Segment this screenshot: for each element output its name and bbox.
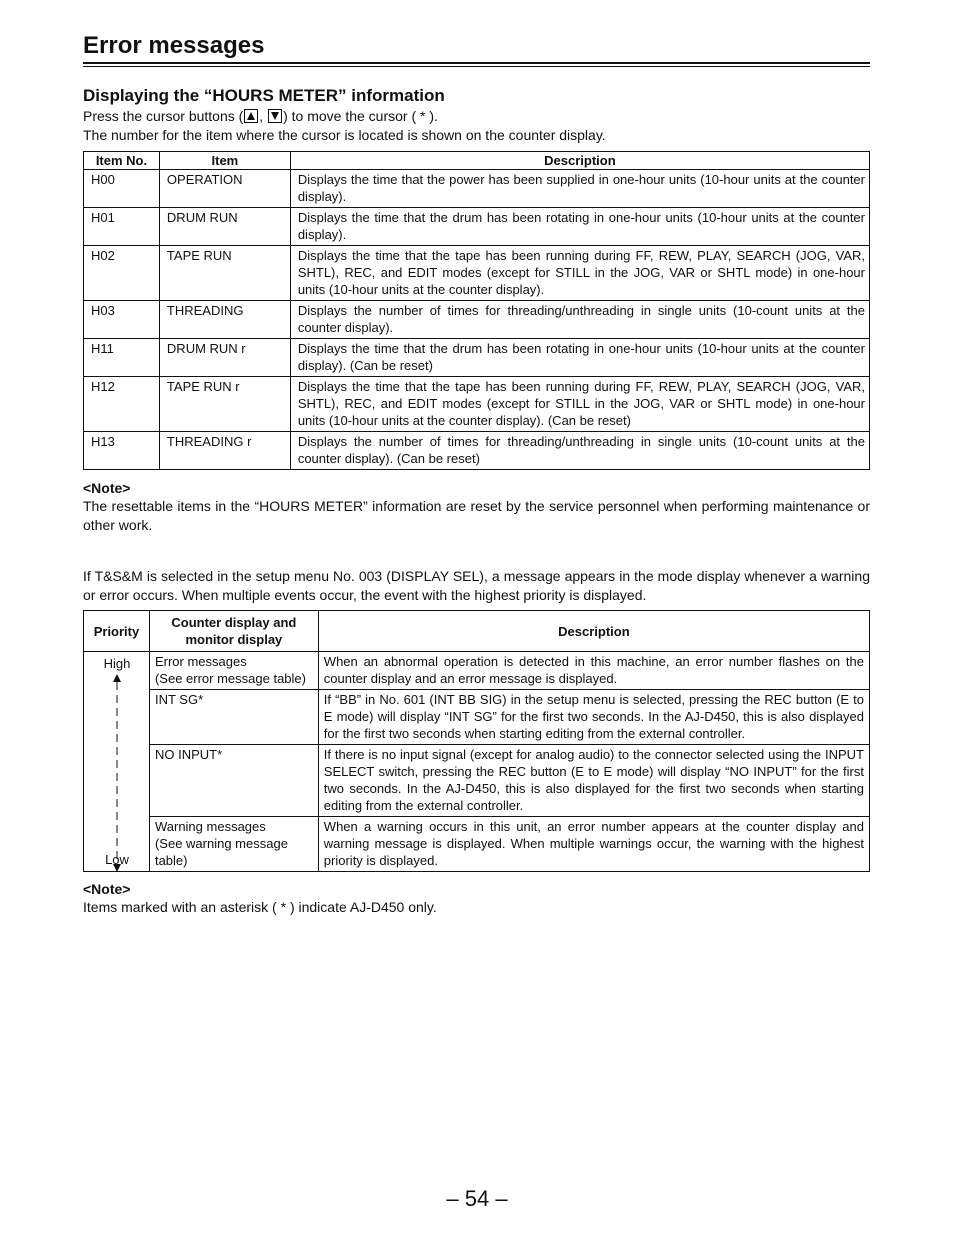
priority-arrow-icon — [84, 672, 150, 876]
item-no-cell: H01 — [84, 208, 160, 246]
item-cell: OPERATION — [159, 170, 290, 208]
title-rule-thick — [83, 62, 870, 64]
header-counter-line1: Counter display and — [171, 615, 297, 630]
hours-meter-intro-line1 — [83, 107, 870, 126]
display-line1: NO INPUT* — [154, 747, 223, 762]
hours-meter-header-row — [84, 152, 870, 170]
item-cell: DRUM RUN — [159, 208, 290, 246]
header-counter-line2: monitor display — [185, 632, 283, 647]
priority-high-label: High — [103, 656, 131, 671]
title-rule-thin — [83, 66, 870, 67]
display-line1: INT SG* — [154, 692, 204, 707]
intro-prefix: Press the cursor buttons ( — [83, 108, 244, 124]
description-cell: Displays the number of times for threading/unthreading in single units (10-count units at the counter display). — [290, 301, 869, 339]
description-cell: When an abnormal operation is detected in this machine, an error number flashes on the counter display and an error message is displayed. — [318, 652, 869, 690]
header-description: Description — [290, 152, 869, 170]
priority-note-text: Items marked with an asterisk ( * ) indicate AJ-D450 only. — [83, 899, 437, 915]
hours-meter-heading: Displaying the “HOURS METER” information — [83, 86, 445, 105]
item-cell: TAPE RUN — [159, 246, 290, 301]
down-triangle-icon — [268, 109, 282, 123]
description-cell: Displays the time that the power has been supplied in one-hour units (10-hour units at the counter display). — [290, 170, 869, 208]
item-no-cell: H02 — [84, 246, 160, 301]
display-line2: (See warning message table) — [154, 836, 288, 868]
table-row — [84, 432, 870, 470]
display-cell — [149, 652, 318, 690]
display-line1: Error messages — [154, 654, 247, 669]
priority-intro: If T&S&M is selected in the setup menu No. 003 (DISPLAY SEL), a message appears in the mode display whenever a warning or error occurs. When multiple events occur, the event with the highest priority is displayed. — [83, 568, 870, 603]
page-title: Error messages — [83, 32, 265, 59]
priority-low-label: Low — [105, 852, 129, 867]
up-triangle-icon — [244, 109, 258, 123]
hours-meter-note-text: The resettable items in the “HOURS METER” information are reset by the service personnel when performing maintenance or other work. — [83, 498, 870, 533]
display-line1: Warning messages — [154, 819, 266, 834]
priority-note-label: <Note> — [83, 881, 131, 897]
item-cell: THREADING r — [159, 432, 290, 470]
table-row — [84, 246, 870, 301]
description-cell: Displays the time that the drum has been rotating in one-hour units (10-hour units at the counter display). — [290, 208, 869, 246]
item-cell: TAPE RUN r — [159, 377, 290, 432]
item-cell: DRUM RUN r — [159, 339, 290, 377]
description-cell: If “BB” in No. 601 (INT BB SIG) in the setup menu is selected, pressing the REC button (E to E mode) will display “INT SG” for the first two seconds. In the AJ-D450, this is also displayed for the first two seconds when starting editing from the external controller. — [318, 690, 869, 745]
header-item: Item — [159, 152, 290, 170]
item-no-cell: H03 — [84, 301, 160, 339]
table-row — [84, 208, 870, 246]
table-row — [84, 339, 870, 377]
display-cell — [149, 690, 318, 745]
table-row — [84, 817, 870, 872]
description-cell: Displays the number of times for threading/unthreading in single units (10-count units at the counter display). (Can be reset) — [290, 432, 869, 470]
table-row — [84, 690, 870, 745]
table-row — [84, 652, 870, 690]
header-counter-display — [149, 611, 318, 652]
page-number: – 54 – — [446, 1186, 508, 1211]
header-item-no: Item No. — [84, 152, 160, 170]
item-no-cell: H13 — [84, 432, 160, 470]
description-cell: If there is no input signal (except for analog audio) to the connector selected using the INPUT SELECT switch, pressing the REC button (E to E mode) will display “NO INPUT” for the first two seconds. In the AJ-D450, this is also displayed for the first two seconds when starting editing from the external controller. — [318, 745, 869, 817]
priority-table — [83, 610, 870, 872]
item-no-cell: H00 — [84, 170, 160, 208]
description-cell: Displays the time that the tape has been running during FF, REW, PLAY, SEARCH (JOG, VAR, SHTL), REC, and EDIT modes (except for STILL in the JOG, VAR or SHTL mode) in one-hour units (10-hour units at the counter display). — [290, 246, 869, 301]
table-row — [84, 170, 870, 208]
description-cell: Displays the time that the drum has been rotating in one-hour units (10-hour units at the counter display). (Can be reset) — [290, 339, 869, 377]
hours-meter-intro-line2: The number for the item where the cursor is located is shown on the counter display. — [83, 127, 606, 143]
item-no-cell: H12 — [84, 377, 160, 432]
hours-meter-table — [83, 151, 870, 470]
intro-separator: , — [259, 108, 264, 124]
item-no-cell: H11 — [84, 339, 160, 377]
description-cell: Displays the time that the tape has been running during FF, REW, PLAY, SEARCH (JOG, VAR, SHTL), REC, and EDIT modes (except for STILL in the JOG, VAR or SHTL mode) in one-hour units (10-hour units at the counter display). (Can be reset) — [290, 377, 869, 432]
display-line2: (See error message table) — [154, 671, 306, 686]
description-cell: When a warning occurs in this unit, an error number appears at the counter display and warning message is displayed. When multiple warnings occur, the warning with the highest priority is displayed. — [318, 817, 869, 872]
header-priority: Priority — [84, 611, 150, 652]
item-cell: THREADING — [159, 301, 290, 339]
priority-header-row — [84, 611, 870, 652]
intro-suffix: ) to move the cursor ( * ). — [283, 108, 438, 124]
display-cell — [149, 817, 318, 872]
hours-meter-note-label: <Note> — [83, 480, 131, 496]
page-content — [83, 30, 870, 917]
table-row — [84, 301, 870, 339]
header-priority-description: Description — [318, 611, 869, 652]
table-row — [84, 377, 870, 432]
table-row — [84, 745, 870, 817]
display-cell — [149, 745, 318, 817]
priority-scale-cell — [84, 652, 150, 872]
